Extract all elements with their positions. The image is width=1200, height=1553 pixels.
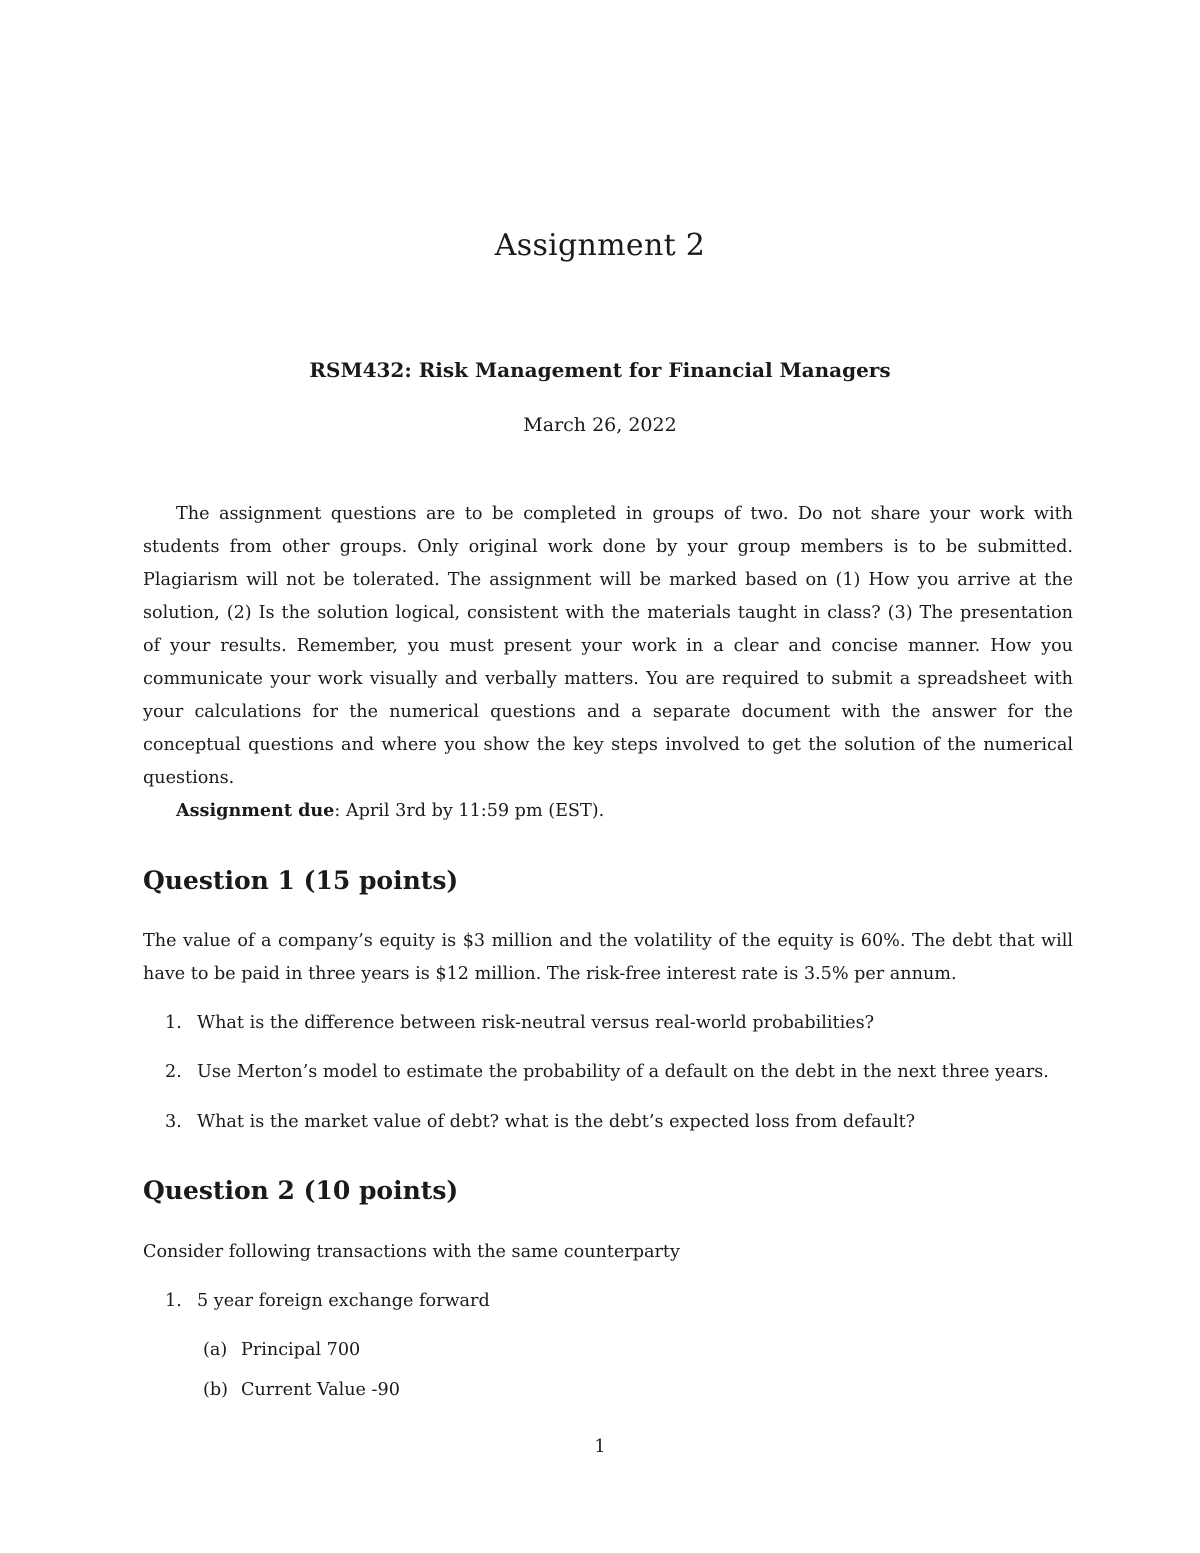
item-number: 1.: [165, 1013, 182, 1033]
item-number: 3.: [165, 1112, 182, 1132]
item-number: 2.: [165, 1062, 182, 1082]
item-number: 1.: [165, 1291, 182, 1311]
intro-paragraph: The assignment questions are to be completed in groups of two. Do not share your work with students from other groups. Only original work done by your group members is to be submitted. Plagiarism will not be tolerated. The assignment will be marked based on (1) How you arrive at the solution, (2) Is the solution logical, consistent with the materials taught in class? (3) The presentation of your results. Remember, you must present your work in a clear and concise manner. How you communicate your work visually and verbally matters. You are required to submit a spreadsheet with your calculations for the numerical questions and a separate document with the answer for the conceptual questions and where you show the key steps involved to get the solution of the numerical questions.: [143, 504, 1073, 788]
question-2-heading: Question 2 (10 points): [143, 1176, 459, 1205]
item-text: Use Merton’s model to estimate the probability of a default on the debt in the next three years.: [197, 1062, 1049, 1082]
item-text: What is the difference between risk-neutral versus real-world probabilities?: [197, 1013, 875, 1033]
question-1-heading: Question 1 (15 points): [143, 866, 459, 895]
item-text: 5 year foreign exchange forward: [197, 1291, 490, 1311]
subitem-label: (a): [203, 1340, 228, 1360]
question-1-item-3: [165, 1109, 1075, 1135]
question-2-item-1: [165, 1288, 1075, 1314]
question-1-text: The value of a company’s equity is $3 million and the volatility of the equity is 60%. The debt that will have to be paid in three years is $12 million. The risk-free interest rate is 3.5% per annum.: [143, 931, 1073, 984]
subitem-text: Current Value -90: [241, 1380, 400, 1400]
course-name: RSM432: Risk Management for Financial Managers: [309, 358, 891, 382]
due-date-line: [176, 797, 604, 825]
due-label: Assignment due: [176, 800, 335, 821]
due-text: : April 3rd by 11:59 pm (EST).: [334, 801, 605, 821]
question-1-item-1: [165, 1010, 1075, 1036]
question-2-subitem-a: [203, 1337, 360, 1363]
question-2-text: Consider following transactions with the same counterparty: [143, 1242, 680, 1262]
document-title: Assignment 2: [494, 228, 706, 263]
subitem-text: Principal 700: [241, 1340, 361, 1360]
document-date: March 26, 2022: [523, 414, 677, 436]
item-text: What is the market value of debt? what is the debt’s expected loss from default?: [197, 1112, 916, 1132]
question-1-item-2: [165, 1059, 1075, 1085]
question-2-subitem-b: [203, 1377, 400, 1403]
page-number: 1: [594, 1437, 606, 1457]
subitem-label: (b): [203, 1380, 228, 1400]
